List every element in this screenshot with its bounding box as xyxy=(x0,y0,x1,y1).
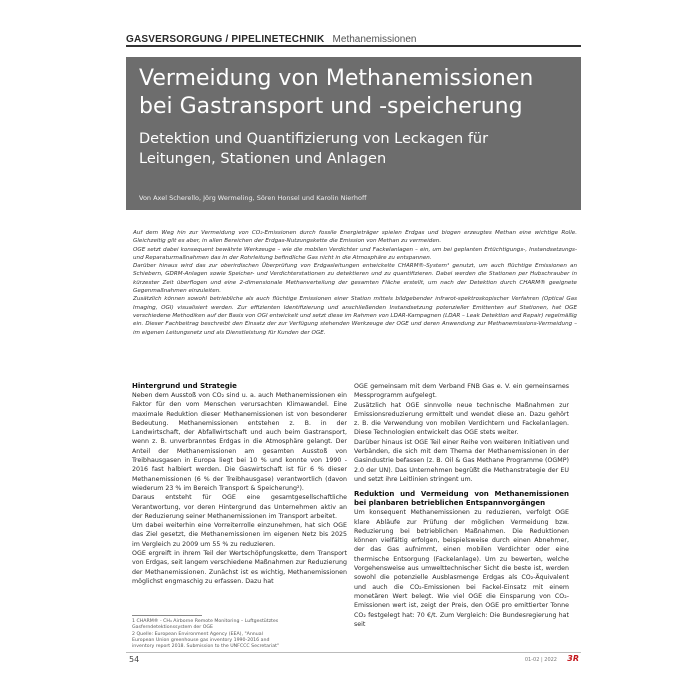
body-paragraph: Neben dem Ausstoß von CO₂ sind u. a. auch Methanemissionen ein Faktor für den vom Menschen verursachten Klimawandel. Eine maximale Reduktion dieser Methanemissionen ist von besonderer Bedeutung. Methanemissionen entstehen z. B. in der Landwirtschaft, der Abfallwirtschaft und auch beim Gastransport, wenn z. B. unverbranntes Erdgas in die Atmosphäre gelangt. Der Anteil der Methanemissionen am gesamten Ausstoß von Treibhausgasen in Europa liegt bei 10 % und konnte von 1990 - 2016 fast halbiert werden. Die Gaswirtschaft ist für 6 % dieser Methanemissionen (6 % der Treibhausgase) verantwortlich (davon wiederum 23 % im Bereich Transport & Speicherung²). xyxy=(132,392,347,492)
title-banner xyxy=(126,57,581,210)
body-paragraph: Um konsequent Methanemissionen zu reduzieren, verfolgt OGE klare Abläufe zur Prüfung der möglichen Vermeidung bzw. Reduzierung bei betrieblichen Maßnahmen. Die Reduktionen können vielfältig erfolgen, beispielsweise durch einen Abnehmer, der das Gas aufnimmt, einen mobilen Verdichter oder eine thermische Entsorgung (Fackelanlage). Um zu bewerten, welche Vorgehensweise aus umwelttechnischer Sicht die beste ist, werden sowohl die potenzielle Ausblasmenge Erdgas als CO₂-Äquivalent und auch die CO₂-Emissionen bei Fackel-Einsatz mit einem monetären Wert belegt. Wie viel OGE die Einsparung von CO₂-Emissionen wert ist, zeigt der Preis, den OGE pro emittierter Tonne CO₂ festgelegt hat: 70 €/t. Zum Vergleich: Die Bundesregierung hat seit xyxy=(354,509,569,628)
body-paragraph: Daraus entsteht für OGE eine gesamtgesellschaftliche Verantwortung, vor deren Hintergrund das Unternehmen aktiv an der Reduzierung seiner Methanemissionen im Transport arbeitet. xyxy=(132,494,347,520)
article-subtitle: Detektion und Quantifizierung von Leckagen für Leitungen, Stationen und Anlagen xyxy=(139,131,489,167)
footnote-divider xyxy=(132,615,202,616)
page-footer xyxy=(126,652,581,669)
lead-text: Zusätzlich können sowohl betriebliche als auch flüchtige Emissionen einer Station mittels bildgebender infrarot-spektroskopischer Verfahren (Optical Gas Imaging, OGI) visualisiert werden. Zur effizienten Identifizierung und anschließenden Instandsetzung potenzieller Emittenten auf Stationen, hat OGE verschiedene Methodiken auf der Basis von OGI entwickelt und setzt diese im Rahmen von LDAR-Kampagnen (LDAR – Leak Detektion and Repair) regelmäßig ein. Dieser Fachbeitrag beschreibt den Einsatz der zur Verfügung stehenden Werkzeuge der OGE und deren Anwendung zur Methanemissions-Vermeidung – im eigenen Leitungsnetz und als Dienstleistung für Kunden der OGE. xyxy=(133,296,577,336)
section-heading: Reduktion und Vermeidung von Methanemissionen bei planbaren betrieblichen Entspannvorgängen xyxy=(354,490,569,508)
section-heading: Hintergrund und Strategie xyxy=(132,382,237,390)
footnotes xyxy=(132,615,282,651)
author-line: Von Axel Scherello, Jörg Wermeling, Sören Honsel und Karolin Nierhoff xyxy=(139,194,367,202)
publisher-logo: 3R xyxy=(567,654,579,663)
footnote: 2 Quelle: European Environment Agency (EEA), "Annual European Union greenhouse gas inventory 1990-2016 and inventory report 2018. Submission to the UNFCCC Secretariat" xyxy=(132,632,280,649)
lead-text: OGE setzt dabei konsequent bewährte Werkzeuge – wie die mobilen Verdichter und Fackelanlagen – ein, um bei geplanten Ertüchtigungs-, Instandsetzungs- und Reparaturmaßnahmen das in der Rohrleitung befindliche Gas nicht in die Atmosphäre zu entspannen. xyxy=(133,246,577,261)
section-title: GASVERSORGUNG / PIPELINETECHNIK xyxy=(126,34,325,45)
section-subtitle: Methanemissionen xyxy=(332,34,417,45)
body-paragraph: Zusätzlich hat OGE sinnvolle neue technische Maßnahmen zur Emissionsreduzierung ermittelt und wendet diese an. Dazu gehört z. B. die Verwendung von mobilen Verdichtern und Fackelanlagen. Diese Technologien entwickelt das OGE stets weiter. xyxy=(354,401,569,437)
footnote: 1 CHARM® - CH₄ Airborne Remote Monitoring – Luftgestütztes Gasferndetektionssystem der OGE xyxy=(132,619,279,630)
section-header xyxy=(126,27,581,47)
body-paragraph: Um dabei weiterhin eine Vorreiterrolle einzunehmen, hat sich OGE das Ziel gesetzt, die Methanemissionen im eigenen Netz bis 2025 im Vergleich zu 2009 um 55 % zu reduzieren. xyxy=(132,522,347,548)
right-column xyxy=(354,382,569,629)
left-column xyxy=(132,382,347,586)
body-paragraph: Darüber hinaus ist OGE Teil einer Reihe von weiteren Initiativen und Verbänden, die sich mit dem Thema der Methanemissionen in der Gasindustrie befassen (z. B. Oil & Gas Methane Programme (OGMP) 2.0 der UN). Das Unternehmen begrüßt die Methanstrategie der EU und setzt ihre Leitlinien stringent um. xyxy=(354,438,569,483)
lead-text: Darüber hinaus wird das zur oberirdischen Überprüfung von Erdgasleitungen entwickelte CHARM®-System¹ genutzt, um auch flüchtige Emissionen an Schiebern, GDRM-Anlagen sowie Speicher- und Verdichterstationen zu detektieren und zu quantifizieren. Dabei werden die Stationen per Hubschrauber in kürzester Zeit überflogen und eine 2-dimensionale Methanverteilung der gesamten Fläche erstellt, um nach der Detektion durch CHARM® geeignete Gegenmaßnahmen einzuleiten. xyxy=(133,263,577,295)
lead-paragraph xyxy=(133,229,577,337)
issue-label: 01-02 | 2022 xyxy=(524,657,557,663)
body-paragraph: OGE ergreift in ihrem Teil der Wertschöpfungskette, dem Transport von Erdgas, seit langem verschiedene Maßnahmen zur Reduzierung der Methanemissionen. Zunächst ist es wichtig, Methanemissionen möglichst engmaschig zu erfassen. Dazu hat xyxy=(132,550,347,585)
lead-text: Auf dem Weg hin zur Vermeidung von CO₂-Emissionen durch fossile Energieträger spielen Erdgas und biogen erzeugtes Methan eine wichtige Rolle. Gleichzeitig gilt es aber, in allen Bereichen der Erdgas-Nutzungskette die Emission von Methan zu vermeiden. xyxy=(133,230,577,245)
body-paragraph: OGE gemeinsam mit dem Verband FNB Gas e. V. ein gemeinsames Messprogramm aufgelegt. xyxy=(354,383,569,400)
page-number: 54 xyxy=(129,655,140,664)
article-title: Vermeidung von Methanemissionen bei Gastransport und -speicherung xyxy=(139,66,534,119)
